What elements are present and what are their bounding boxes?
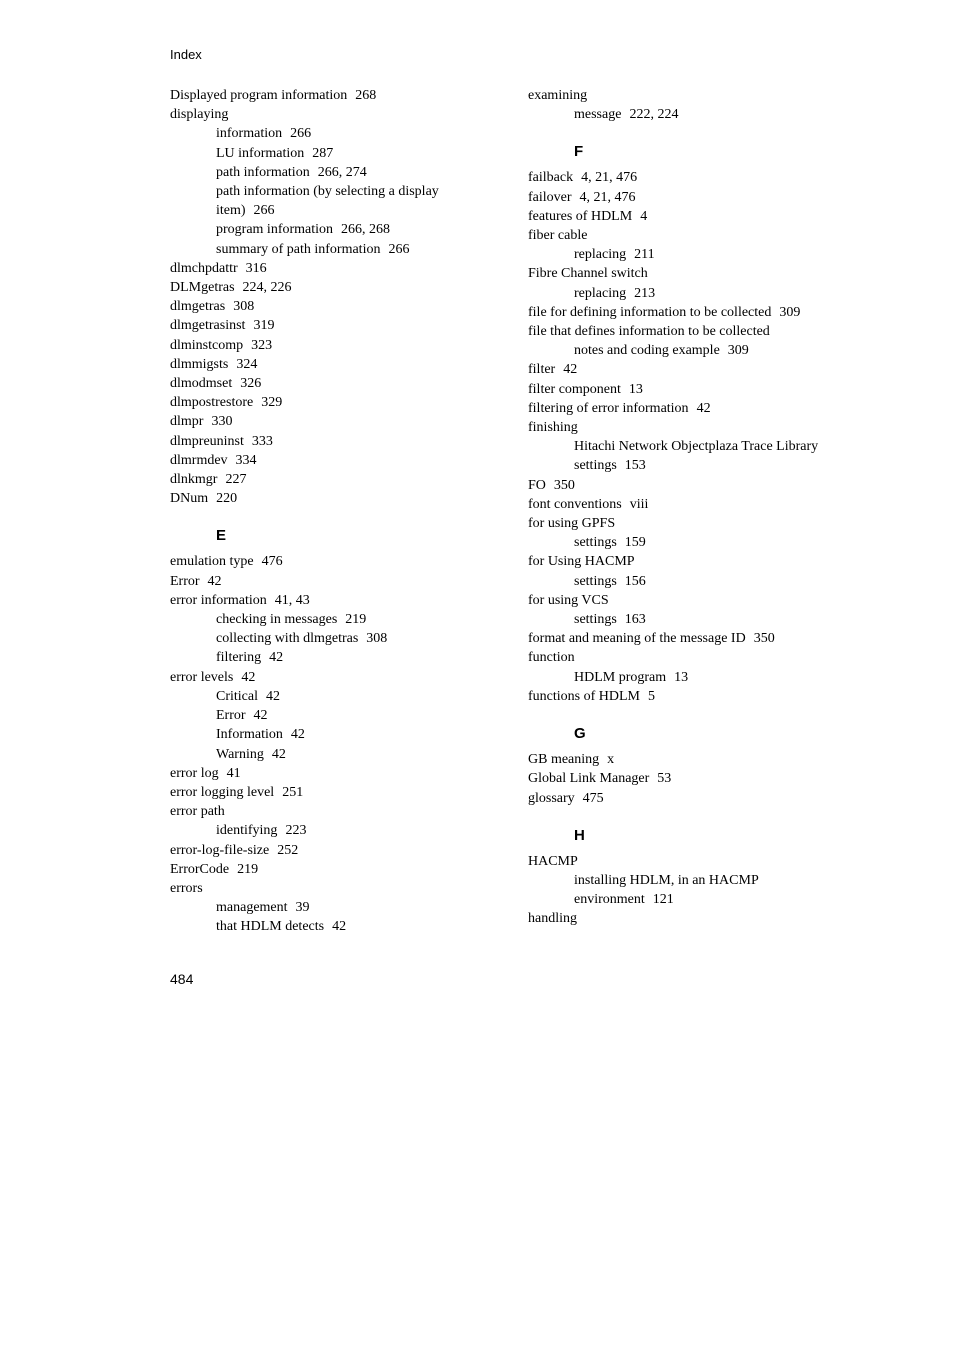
- index-term: Hitachi Network Objectplaza Trace Library: [574, 439, 819, 455]
- index-entry: [170, 764, 500, 783]
- index-page-refs: 266: [253, 203, 275, 219]
- index-term: settings: [574, 573, 617, 589]
- index-page-refs: 42: [563, 362, 578, 378]
- index-entry: [528, 687, 858, 706]
- index-entry: [528, 476, 858, 495]
- index-term: settings: [574, 612, 617, 628]
- index-page-refs: 42: [271, 746, 286, 762]
- index-term: checking in messages: [216, 612, 338, 628]
- index-term: filter component: [528, 381, 621, 397]
- index-term: filter: [528, 362, 556, 378]
- index-page-refs: 251: [282, 784, 304, 800]
- index-page-refs: 42: [290, 727, 305, 743]
- index-page-refs: 326: [240, 376, 262, 392]
- index-term: dlmmigsts: [170, 356, 229, 372]
- index-page-refs: 252: [277, 842, 299, 858]
- index-term: dlnkmgr: [170, 472, 218, 488]
- index-entry: [528, 769, 858, 788]
- index-term: error path: [170, 804, 225, 820]
- index-column-right: [528, 86, 858, 929]
- index-page-refs: 330: [211, 414, 233, 430]
- index-page-refs: 224, 226: [242, 280, 292, 296]
- index-subentry: [170, 163, 500, 182]
- index-term: Warning: [216, 746, 264, 762]
- index-term: finishing: [528, 420, 578, 436]
- index-page-refs: viii: [629, 496, 649, 512]
- index-entry: [528, 207, 858, 226]
- index-entry: [528, 909, 858, 928]
- index-term: path information: [216, 164, 310, 180]
- index-term: dlmrmdev: [170, 452, 228, 468]
- index-term: features of HDLM: [528, 208, 633, 224]
- index-term: fiber cable: [528, 228, 588, 244]
- index-term: GB meaning: [528, 752, 600, 768]
- index-term: installing HDLM, in an HACMP: [574, 872, 759, 888]
- index-term: DNum: [170, 491, 209, 507]
- index-entry: [170, 668, 500, 687]
- index-entry: [528, 591, 858, 610]
- index-entry: [170, 552, 500, 571]
- index-page-refs: 163: [624, 612, 646, 628]
- index-page-refs: 42: [253, 708, 268, 724]
- index-term: settings: [574, 458, 617, 474]
- index-term: message: [574, 107, 622, 123]
- index-entry: [528, 399, 858, 418]
- index-entry: [528, 495, 858, 514]
- index-entry: [528, 852, 858, 871]
- index-subentry: [528, 533, 858, 552]
- index-term: filtering of error information: [528, 400, 689, 416]
- index-term: displaying: [170, 107, 229, 123]
- index-page-refs: 5: [648, 688, 655, 704]
- index-term: handling: [528, 911, 577, 927]
- index-term: Information: [216, 727, 283, 743]
- index-entry: [170, 336, 500, 355]
- index-term: program information: [216, 222, 334, 238]
- index-term: Error: [216, 708, 246, 724]
- index-page-refs: 153: [624, 458, 646, 474]
- index-entry: [170, 259, 500, 278]
- index-subentry: [528, 890, 858, 909]
- index-subentry: [170, 725, 500, 744]
- index-term: Critical: [216, 688, 258, 704]
- index-term: font conventions: [528, 496, 622, 512]
- index-page-refs: 42: [269, 650, 284, 666]
- index-term: filtering: [216, 650, 262, 666]
- index-page-refs: 41: [226, 765, 241, 781]
- index-subentry: [528, 341, 858, 360]
- index-page-refs: 42: [266, 688, 280, 704]
- index-letter-heading: H: [574, 826, 585, 844]
- index-subentry: [170, 124, 500, 143]
- index-term: Displayed program information: [170, 88, 348, 103]
- index-page-refs: 156: [624, 573, 646, 589]
- index-term: dlminstcomp: [170, 337, 244, 353]
- index-page-refs: 324: [236, 356, 258, 372]
- index-subentry: [170, 182, 500, 201]
- index-term: item): [216, 203, 246, 219]
- index-term: error levels: [170, 669, 234, 685]
- index-entry: [528, 418, 858, 437]
- index-term: format and meaning of the message ID: [528, 631, 746, 647]
- index-term: functions of HDLM: [528, 688, 640, 704]
- index-page-refs: 223: [285, 823, 307, 839]
- index-page-refs: 316: [245, 260, 267, 276]
- index-page-refs: 4, 21, 476: [579, 189, 636, 205]
- index-page-refs: 476: [261, 554, 283, 570]
- index-page-refs: 53: [657, 771, 672, 787]
- index-term: for using VCS: [528, 592, 609, 608]
- index-term: for using GPFS: [528, 516, 616, 532]
- index-term: Fibre Channel switch: [528, 266, 648, 282]
- index-subentry: [528, 437, 858, 456]
- index-term: failover: [528, 189, 572, 205]
- index-term: error log: [170, 765, 219, 781]
- index-subentry: [170, 144, 500, 163]
- index-entry: [170, 489, 500, 508]
- index-entry: [528, 168, 858, 187]
- index-column-left: [170, 86, 500, 937]
- index-page-refs: x: [607, 752, 615, 768]
- index-term: path information (by selecting a display: [216, 184, 439, 200]
- index-subentry: [170, 220, 500, 239]
- index-term: failback: [528, 170, 574, 186]
- index-page-refs: 220: [216, 491, 238, 507]
- index-entry: [170, 802, 500, 821]
- index-subentry: [528, 572, 858, 591]
- index-term: Error: [170, 573, 200, 589]
- index-entry: [528, 322, 858, 341]
- index-term: notes and coding example: [574, 343, 720, 359]
- index-page-refs: 329: [261, 395, 283, 411]
- index-term: dlmpr: [170, 414, 204, 430]
- index-entry: [170, 278, 500, 297]
- index-term: Global Link Manager: [528, 771, 650, 787]
- page-number: 484: [170, 971, 194, 987]
- index-entry: [170, 316, 500, 335]
- running-header: Index: [170, 47, 202, 62]
- index-term: dlmodmset: [170, 376, 233, 392]
- index-page-refs: 323: [251, 337, 273, 353]
- index-entry: [528, 303, 858, 322]
- index-subentry: [170, 898, 500, 917]
- index-entry: [528, 188, 858, 207]
- index-subentry: [170, 629, 500, 648]
- index-subentry: [170, 201, 500, 220]
- index-entry: [528, 514, 858, 533]
- index-page-refs: 266, 274: [317, 164, 367, 180]
- index-page-refs: 266, 268: [341, 222, 391, 238]
- index-term: error information: [170, 592, 267, 608]
- index-subentry: [170, 917, 500, 936]
- index-term: ErrorCode: [170, 861, 230, 877]
- index-letter-heading: F: [574, 143, 584, 161]
- index-term: LU information: [216, 145, 305, 161]
- index-entry: [170, 412, 500, 431]
- index-term: DLMgetras: [170, 280, 235, 296]
- index-entry: [170, 841, 500, 860]
- index-entry: [170, 432, 500, 451]
- index-page-refs: 121: [652, 892, 674, 908]
- index-term: dlmpreuninst: [170, 433, 244, 449]
- index-term: file for defining information to be collected: [528, 304, 772, 320]
- index-entry: [528, 380, 858, 399]
- index-term: dlmgetras: [170, 299, 226, 315]
- index-subentry: [528, 871, 858, 890]
- index-page-refs: 13: [674, 669, 689, 685]
- index-term: collecting with dlmgetras: [216, 631, 359, 647]
- index-entry: [528, 629, 858, 648]
- index-page-refs: 309: [779, 304, 801, 320]
- index-letter-heading: E: [216, 527, 227, 545]
- index-term: function: [528, 650, 575, 666]
- index-subentry: [170, 821, 500, 840]
- index-page-refs: 222, 224: [629, 107, 679, 123]
- index-entry: [528, 86, 858, 105]
- index-page-refs: 333: [251, 433, 273, 449]
- index-term: for Using HACMP: [528, 554, 635, 570]
- index-subentry: [170, 648, 500, 667]
- index-term: emulation type: [170, 554, 254, 570]
- index-entry: [170, 860, 500, 879]
- index-page-refs: 42: [332, 919, 347, 935]
- index-letter-heading: G: [574, 725, 586, 743]
- index-term: dlmgetrasinst: [170, 318, 246, 334]
- index-subentry: [528, 284, 858, 303]
- index-entry: [170, 451, 500, 470]
- index-page-refs: 4: [640, 208, 648, 224]
- index-page-refs: 309: [727, 343, 749, 359]
- index-term: HDLM program: [574, 669, 667, 685]
- index-page-refs: 41, 43: [274, 592, 310, 608]
- index-entry: [170, 86, 500, 105]
- index-page-refs: 350: [553, 477, 575, 493]
- index-page-refs: 227: [225, 472, 247, 488]
- index-entry: [170, 393, 500, 412]
- index-entry: [528, 789, 858, 808]
- index-subentry: [528, 668, 858, 687]
- index-subentry: [170, 706, 500, 725]
- index-page-refs: 211: [634, 247, 655, 263]
- index-page-refs: 213: [634, 285, 656, 301]
- index-subentry: [170, 745, 500, 764]
- index-term: file that defines information to be collected: [528, 324, 770, 340]
- index-term: error-log-file-size: [170, 842, 270, 858]
- index-page-refs: 219: [345, 612, 367, 628]
- index-page-refs: 319: [253, 318, 275, 334]
- index-term: dlmpostrestore: [170, 395, 254, 411]
- index-entry: [528, 648, 858, 667]
- index-page-refs: 4, 21, 476: [581, 170, 638, 186]
- index-page-refs: 475: [582, 790, 604, 806]
- index-page-refs: 42: [696, 400, 711, 416]
- index-page-refs: 350: [753, 631, 775, 647]
- index-subentry: [170, 687, 500, 706]
- index-subentry: [170, 610, 500, 629]
- index-entry: [170, 297, 500, 316]
- index-term: that HDLM detects: [216, 919, 325, 935]
- index-entry: [170, 355, 500, 374]
- index-term: FO: [528, 477, 546, 493]
- index-page-refs: 219: [237, 861, 259, 877]
- index-page-refs: 268: [355, 88, 377, 103]
- index-page-refs: 266: [290, 126, 312, 142]
- index-entry: [528, 552, 858, 571]
- index-term: information: [216, 126, 283, 142]
- index-entry: [528, 360, 858, 379]
- index-entry: [170, 591, 500, 610]
- index-term: examining: [528, 88, 588, 103]
- index-term: replacing: [574, 247, 627, 263]
- index-subentry: [528, 245, 858, 264]
- index-subentry: [528, 105, 858, 124]
- index-page-refs: 266: [388, 241, 410, 257]
- index-entry: [170, 879, 500, 898]
- index-page-refs: 287: [312, 145, 334, 161]
- index-term: errors: [170, 880, 203, 896]
- index-term: error logging level: [170, 784, 275, 800]
- index-term: environment: [574, 892, 645, 908]
- index-subentry: [528, 456, 858, 475]
- index-page-refs: 308: [366, 631, 388, 647]
- index-entry: [528, 264, 858, 283]
- index-page-refs: 159: [624, 535, 646, 551]
- index-page-refs: 42: [241, 669, 256, 685]
- index-subentry: [528, 610, 858, 629]
- index-page-refs: 13: [628, 381, 643, 397]
- index-entry: [170, 572, 500, 591]
- index-entry: [170, 105, 500, 124]
- index-page-refs: 334: [235, 452, 257, 468]
- index-page-refs: 39: [295, 900, 310, 916]
- index-subentry: [170, 240, 500, 259]
- index-entry: [528, 226, 858, 245]
- index-term: glossary: [528, 790, 575, 806]
- index-entry: [170, 374, 500, 393]
- index-term: dlmchpdattr: [170, 260, 238, 276]
- index-term: management: [216, 900, 288, 916]
- index-entry: [170, 470, 500, 489]
- index-entry: [170, 783, 500, 802]
- index-term: identifying: [216, 823, 278, 839]
- index-term: settings: [574, 535, 617, 551]
- index-page-refs: 42: [207, 573, 222, 589]
- index-term: replacing: [574, 285, 627, 301]
- index-entry: [528, 750, 858, 769]
- index-term: summary of path information: [216, 241, 381, 257]
- index-page-refs: 308: [233, 299, 255, 315]
- index-term: HACMP: [528, 853, 578, 869]
